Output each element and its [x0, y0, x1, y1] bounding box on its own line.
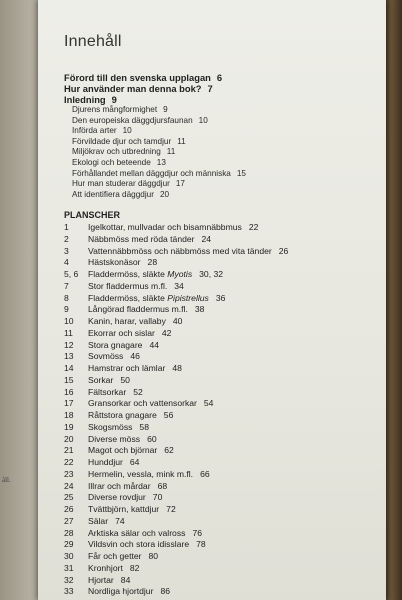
plate-title-text: Igelkottar, mullvadar och bisamnäbbmus [88, 222, 242, 232]
page-title: Innehåll [64, 33, 122, 50]
toc-entry [64, 126, 246, 137]
plate-title-text: Fladdermöss, släkte [88, 292, 165, 303]
plate-title-text: Råttstora gnagare [88, 410, 157, 420]
plate-page: 64 [129, 457, 140, 467]
plate-page: 42 [161, 327, 172, 338]
plate-number: 11 [64, 327, 73, 338]
plate-number: 30 [64, 551, 74, 561]
plate-page: 76 [192, 527, 202, 538]
plate-title [88, 563, 139, 575]
plate-title-text: Stora gnagare [88, 339, 143, 350]
plate-title [88, 363, 182, 375]
plate-number: 9 [64, 304, 69, 315]
plate-page: 48 [172, 363, 182, 373]
plate-title [88, 328, 171, 340]
plate-page: 62 [164, 445, 174, 456]
plate-title-text: Nordliga hjortdjur [88, 586, 154, 597]
plate-title [88, 351, 140, 363]
plate-title-text: Kronhjort [88, 562, 123, 573]
plate-number: 20 [64, 433, 74, 444]
plate-title-text: Vildsvin och stora idisslare [88, 539, 190, 550]
plate-number: 28 [64, 527, 74, 538]
toc-entry-page: 11 [166, 147, 176, 157]
plate-page: 72 [166, 504, 176, 514]
plate-number: 33 [64, 586, 74, 597]
plate-page: 56 [163, 410, 174, 420]
plate-title-text: Sorkar [88, 374, 114, 385]
toc-entry [64, 147, 246, 158]
plate-title-text: Fältsorkar [88, 386, 127, 397]
plate-number: 26 [64, 504, 74, 514]
toc-entry-page: 10 [122, 126, 132, 136]
toc-entry [64, 190, 246, 201]
plate-number: 2 [64, 233, 69, 244]
plate-page: 80 [148, 551, 159, 561]
plate-title [88, 398, 213, 410]
plate-number: 5, 6 [64, 269, 79, 279]
toc-entry-title: Ekologi och beteende [72, 157, 151, 167]
background-surface [384, 0, 402, 600]
toc-entry-page: 9 [163, 105, 168, 114]
plate-page: 24 [201, 233, 212, 244]
toc-entry [64, 137, 246, 148]
plate-number: 12 [64, 339, 74, 350]
plate-number: 31 [64, 562, 74, 573]
plate-title [88, 387, 143, 399]
plate-title [88, 492, 162, 504]
plate-page: 66 [200, 468, 210, 479]
plate-title-text: Tvättbjörn, kattdjur [88, 504, 160, 514]
plate-number: 19 [64, 421, 74, 432]
toc-entry-title: Att identifiera däggdjur [72, 189, 154, 199]
plate-number: 32 [64, 574, 74, 585]
plate-title [88, 516, 125, 528]
plate-title [88, 422, 149, 434]
plate-number: 7 [64, 280, 69, 291]
toc-entry [64, 105, 246, 116]
toc-entry-title: Djurens mångformighet [72, 105, 158, 114]
plate-page: 70 [152, 492, 163, 503]
plate-title-text: Sälar [88, 515, 109, 526]
toc-entry-title: Miljökrav och utbredning [72, 147, 161, 157]
plate-title-genus: Myotis [167, 269, 193, 279]
plate-title [88, 316, 182, 328]
plate-number: 16 [64, 386, 74, 397]
plate-number: 22 [64, 457, 74, 467]
toc-entry-page: 10 [198, 115, 208, 125]
plate-number: 8 [64, 292, 69, 303]
plate-number: 10 [64, 316, 74, 326]
plate-title-text: Skogsmöss [88, 421, 133, 432]
adjacent-page-text: åll. [2, 476, 11, 484]
plate-number: 3 [64, 245, 69, 256]
plate-title-text: Illrar och mårdar [88, 480, 151, 491]
toc-entry-page: 20 [159, 189, 170, 199]
plate-title-text: Näbbmöss med röda tänder [88, 233, 195, 244]
plate-page: 82 [129, 562, 140, 573]
book-page [38, 0, 386, 600]
plate-title [88, 375, 130, 387]
toc-entry-title: Införda arter [72, 126, 117, 136]
plate-number: 13 [64, 351, 74, 362]
plate-page: 26 [278, 245, 289, 256]
plate-title [88, 222, 258, 234]
plate-title-text: Magot och björnar [88, 445, 158, 456]
front-matter-list [64, 72, 246, 200]
toc-entry-page: 17 [175, 179, 185, 189]
plate-number: 14 [64, 363, 74, 373]
plate-page: 52 [133, 386, 143, 397]
plate-title-text: Hästskonäsor [88, 257, 141, 268]
plate-page: 60 [147, 433, 157, 444]
toc-entry [64, 94, 246, 105]
plates-heading: PLANSCHER [64, 210, 121, 220]
plate-page: 54 [203, 398, 214, 409]
plate-number: 15 [64, 374, 74, 385]
plate-title-text: Fladdermöss, släkte [88, 269, 165, 279]
plate-title [88, 445, 174, 457]
plate-title-text: Ekorrar och sislar [88, 327, 155, 338]
toc-entry-title: Förhållandet mellan däggdjur och människa [72, 168, 231, 178]
plate-page: 58 [139, 421, 149, 432]
plate-title-genus: Pipistrellus [167, 292, 209, 303]
plate-title [88, 504, 176, 516]
plate-title [88, 469, 210, 481]
plate-title [88, 528, 202, 540]
toc-entry-title: Förvildade djur och tamdjur [72, 136, 172, 146]
plate-title [88, 586, 170, 598]
plate-title [88, 457, 139, 469]
plate-number: 29 [64, 539, 74, 550]
plate-title-text: Sovmöss [88, 351, 124, 362]
plate-title-text: Diverse möss [88, 433, 141, 444]
plate-title [88, 539, 206, 551]
plate-title-text: Diverse rovdjur [88, 492, 146, 503]
plate-title-text: Arktiska sälar och valross [88, 527, 186, 538]
plate-title-text: Vattennäbbmöss och näbbmöss med vita tänder [88, 245, 272, 256]
toc-entry [64, 169, 246, 180]
toc-entry [64, 158, 246, 169]
plate-title-text: Hjortar [88, 574, 114, 585]
plate-title-text: Får och getter [88, 551, 142, 561]
plate-page: 38 [194, 304, 205, 315]
plate-title-text: Långörad fladdermus m.fl. [88, 304, 188, 315]
toc-entry-page: 13 [156, 157, 166, 167]
plate-number: 27 [64, 515, 74, 526]
plate-number: 4 [64, 257, 69, 268]
plate-title [88, 234, 211, 246]
toc-entry-page: 7 [207, 83, 213, 94]
plate-title-text: Hamstrar och lämlar [88, 363, 166, 373]
plate-page: 40 [172, 316, 183, 326]
toc-entry-page: 9 [111, 94, 117, 105]
plate-number: 1 [64, 222, 69, 232]
toc-entry-title: Förord till den svenska upplagan [64, 72, 211, 83]
plate-title [88, 481, 167, 493]
plate-page: 34 [174, 280, 184, 291]
plate-title [88, 410, 173, 422]
plate-page: 50 [120, 374, 130, 385]
toc-entry [64, 72, 246, 83]
toc-entry-title: Hur använder man denna bok? [64, 83, 202, 94]
plate-title [88, 269, 223, 281]
toc-entry-title: Inledning [64, 94, 106, 105]
plate-number: 21 [64, 445, 74, 456]
plate-page: 28 [147, 257, 158, 268]
plate-title [88, 257, 157, 269]
toc-entry-title: Hur man studerar däggdjur [72, 179, 170, 189]
plate-page: 86 [160, 586, 171, 597]
plate-title-text: Stor fladdermus m.fl. [88, 280, 168, 291]
toc-entry [64, 83, 246, 94]
toc-entry-title: Den europeiska däggdjursfaunan [72, 115, 193, 125]
plate-title [88, 246, 288, 258]
toc-entry [64, 116, 246, 127]
plate-page: 84 [120, 574, 131, 585]
plate-page: 36 [215, 292, 226, 303]
plate-title-text: Gransorkar och vattensorkar [88, 398, 197, 409]
plate-page: 44 [149, 339, 160, 350]
plate-page: 22 [248, 222, 259, 232]
plate-title [88, 281, 184, 293]
toc-entry [64, 179, 246, 190]
plate-title [88, 551, 158, 563]
plate-page: 30, 32 [199, 269, 224, 279]
plate-number: 18 [64, 410, 74, 420]
plate-title [88, 293, 225, 305]
plate-page: 68 [157, 480, 168, 491]
toc-entry-page: 6 [216, 72, 223, 83]
plate-page: 78 [196, 539, 206, 550]
plate-title [88, 340, 159, 352]
plate-page: 74 [115, 515, 125, 526]
plate-title [88, 575, 130, 587]
toc-entry-page: 15 [236, 168, 246, 178]
plate-page: 46 [130, 351, 140, 362]
plate-title-text: Hunddjur [88, 457, 123, 467]
plate-number: 25 [64, 492, 74, 503]
plate-number: 24 [64, 480, 74, 491]
plate-number: 23 [64, 468, 74, 479]
adjacent-page [0, 0, 42, 600]
plate-title-text: Hermelin, vessla, mink m.fl. [88, 468, 194, 479]
plate-title [88, 304, 204, 316]
plate-title [88, 434, 157, 446]
plate-number: 17 [64, 398, 74, 409]
toc-entry-page: 11 [177, 136, 186, 146]
plate-title-text: Kanin, harar, vallaby [88, 316, 166, 326]
